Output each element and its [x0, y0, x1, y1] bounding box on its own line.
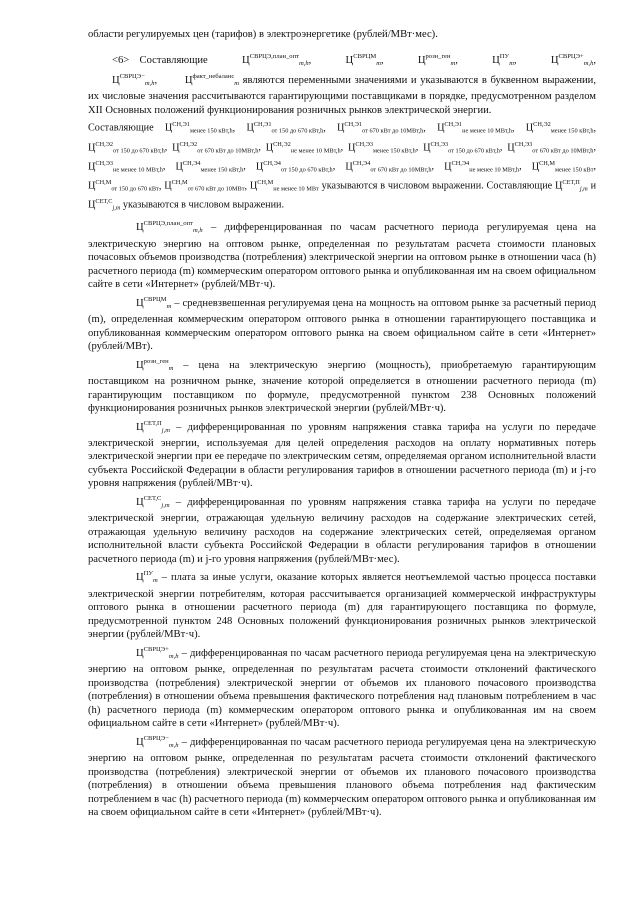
coef-symbol: $Ц^{СВРЦМ}_m$	[136, 295, 172, 310]
coef-set-p-ref: $Ц^{СЕТ,П}_{j,m}$	[555, 178, 588, 193]
coef-symbol: $Ц^{ПУ}_m$	[136, 570, 158, 585]
voltage-components-paragraph	[88, 119, 596, 215]
notes-tail2: указываются в числовом выражении.	[122, 199, 285, 211]
definition-set_s	[88, 492, 596, 566]
coef-rozn-gen: $Ц^{розн\_ген}_m$	[417, 52, 456, 67]
notes-tail1: указываются в числовом выражении. Составляющие	[318, 180, 553, 192]
coef-symbol: $Ц^{СВРЦЭ,план\_опт}_{m,h}$	[136, 220, 203, 235]
voltage-components-list: $Ц^{СН,Э1}менее$ 150 кВт,h, $Ц^{СН,Э1}от$ 150 до 670 кВт,h, $Ц^{СН,Э1}от$ 670 кВт до 10МВт,h, $Ц^{СН,Э1}не$ менее 10 МВт,h, $Ц^{СН,Э2}менее$ 150 кВт,h, $Ц^{СН,Э2}от$ 150 до 670 кВт,h, $Ц^{СН,Э2}от$ 670 кВт до 10МВт,h, $Ц^{СН,Э2}не$ менее 10 МВт,h, $Ц^{СН,Э3}менее$ 150 кВт,h, $Ц^{СН,Э3}от$ 150 до 670 кВт,h, $Ц^{СН,Э3}от$ 670 кВт до 10МВт,h, $Ц^{СН,Э3}не$ менее 10 МВт,h, $Ц^{СН,Э4}менее$ 150 кВт,h, $Ц^{СН,Э4}от$ 150 до 670 кВт,h, $Ц^{СН,Э4}от$ 670 кВт до 10МВт,h, $Ц^{СН,Э4}не$ менее 10 МВт,h, $Ц^{СН,М}менее$ 150 кВт, $Ц^{СН,М}от$ 150 до 670 кВт, $Ц^{СН,М}от$ 670 кВт до 10МВт, $Ц^{СН,М}не$ менее 10 МВт	[88, 123, 596, 192]
voltage-component: $Ц^{СН,Э3}менее$ 150 кВт,h	[348, 140, 416, 155]
definition-svrce_minus	[88, 732, 596, 820]
definition-svrcm	[88, 293, 596, 354]
definition-pu	[88, 567, 596, 641]
coef-svrce-plan: $Ц^{СВРЦЭ,план\_опт}_{m,h}$	[242, 52, 309, 67]
voltage-component: $Ц^{СН,Э2}от$ 670 кВт до 10МВт,h	[172, 140, 259, 155]
voltage-component: $Ц^{СН,Э2}менее$ 150 кВт,h	[525, 121, 594, 135]
voltage-component: $Ц^{СН,М}от$ 150 до 670 кВт	[88, 178, 159, 193]
definition-text: – дифференцированная по часам расчетного периода регулируемая цена на электрическую энергию на оптовом рынке, определенная по результатам расчета стоимости отклонений фактического производства (потребления) электрической энергии от объемов их планового почасового производства (потребления) в отношении объема превышения фактического потребления над плановым потреблением в час (h) расчетного периода (m) коммерческим оператором оптового рынка и опубликованная им на своем официальном сайте в сети «Интернет» (рублей/МВт·ч).	[88, 647, 596, 730]
voltage-component: $Ц^{СН,Э2}от$ 150 до 670 кВт,h	[88, 140, 165, 155]
voltage-component: $Ц^{СН,Э1}не$ менее 10 МВт,h	[437, 121, 512, 135]
voltage-component: $Ц^{СН,Э4}менее$ 150 кВт,h	[175, 159, 244, 174]
coef-svrce-plus: $Ц^{СВРЦЭ+}_{m,h}$	[550, 52, 594, 67]
definition-text: – плата за иные услуги, оказание которых является неотъемлемой частью процесса поставки электрической энергии потребителям, которая рассчитывается организацией коммерческой инфраструктуры оптового рынка в отношении расчетного периода (m) для гарантирующего поставщика по формуле, предусмотренной пунктом 248 Основных положений функционирования розничных рынков электрической энергии (рублей/МВт·ч).	[88, 572, 596, 641]
voltage-component: $Ц^{СН,Э2}не$ менее 10 МВт,h	[265, 140, 341, 155]
definition-svrce_plan	[88, 217, 596, 291]
definition-text: – дифференцированная по часам расчетного периода регулируемая цена на электрическую энергию на оптовом рынке, определенная по результатам расчета стоимости плановых почасовых объемов производства (потребления) электрической энергии на оптовом рынке в отношении часа (h) расчетного периода (m) коммерческим оператором оптового рынка и опубликованная им на своем официальном сайте в сети «Интернет» (рублей/МВт·ч).	[88, 222, 596, 291]
voltage-component: $Ц^{СН,Э3}не$ менее 10 МВт,h	[88, 159, 163, 174]
notes-lead: Составляющие	[88, 123, 154, 135]
voltage-component: $Ц^{СН,Э3}от$ 150 до 670 кВт,h	[423, 140, 500, 155]
voltage-component: $Ц^{СН,М}от$ 670 кВт до 10МВт	[164, 178, 245, 193]
coef-set-s-ref: $Ц^{СЕТ,С}_{j,m}$	[88, 198, 121, 212]
notes-and: и	[587, 180, 597, 192]
definition-svrce_plus	[88, 643, 596, 731]
definition-text: – дифференцированная по уровням напряжения ставка тарифа на услуги по передаче электрической энергии, отражающая удельную величину расходов на содержание электрических сетей, отражающая удельную величину расходов на содержание электрических сетей, определяемая органом исполнительной власти субъекта Российской Федерации в области регулирования тарифов в отношении расчетного периода (m) и j-го уровня напряжения (рублей/МВт·мес).	[88, 496, 596, 565]
voltage-component: $Ц^{СН,М}не$ менее 10 МВт	[249, 178, 319, 193]
paragraph-6: <6> Составляющие $Ц^{СВРЦЭ,план\_опт}_{m,h}$, $Ц^{СВРЦМ}_m$, $Ц^{розн\_ген}_m$, $Ц^{ПУ}_m$, $Ц^{СВРЦЭ+}_{m,h}$, $Ц^{СВРЦЭ-}_{m,h}$, $Ц^{факт\_небаланс}_m$ являются переменными значениями и указываются в буквенном выражении, их числовые значения рассчитываются гарантирующими поставщиками в порядке, предусмотренном разделом XII Основных положений функционирования розничных рынков электрической энергии.	[88, 50, 596, 118]
voltage-component: $Ц^{СН,Э3}от$ 670 кВт до 10МВт,h	[507, 140, 594, 155]
coef-symbol: $Ц^{розн\_ген}_m$	[136, 357, 174, 372]
voltage-component: $Ц^{СН,Э1}от$ 670 кВт до 10МВт,h	[337, 121, 424, 135]
voltage-component: $Ц^{СН,Э4}не$ менее 10 МВт,h	[444, 159, 520, 174]
voltage-component: $Ц^{СН,Э1}от$ 150 до 670 кВт,h	[246, 121, 324, 135]
intro-line: области регулируемых цен (тарифов) в электроэнергетике (рублей/МВт·мес).	[88, 29, 438, 40]
voltage-component: $Ц^{СН,Э1}менее$ 150 кВт,h	[164, 121, 233, 135]
coef-fakt-nebalans: $Ц^{факт\_небаланс}_m$	[184, 72, 239, 87]
coef-symbol: $Ц^{СЕТ,С}_{j,m}$	[136, 494, 170, 509]
voltage-component: $Ц^{СН,Э4}от$ 670 кВт до 10МВт,h	[345, 159, 432, 174]
definition-text: – средневзвешенная регулируемая цена на мощность на оптовом рынке за расчетный период (m), определенная коммерческим оператором оптового рынка в отношении гарантирующего поставщика и опубликованная коммерческим оператором оптового рынка на своем официальном сайте в сети «Интернет» (рублей/МВт).	[88, 297, 596, 353]
definition-rozn_gen	[88, 355, 596, 416]
coef-pu: $Ц^{ПУ}_m$	[492, 52, 514, 67]
coef-svrcm: $Ц^{СВРЦМ}_m$	[345, 52, 381, 67]
para6-prefix: <6> Составляющие	[112, 54, 208, 66]
definitions-list	[88, 217, 596, 819]
definition-text: – дифференцированная по часам расчетного периода регулируемая цена на электрическую энергию на оптовом рынке, определенная по результатам расчета стоимости отклонений фактического производства (потребления) электрической энергии от объемов их планового почасового производства (потребления) в отношении объема превышения планового объема потребления над фактическим потреблением в час (h) расчетного периода (m) коммерческим оператором оптового рынка и опубликованная им на своем официальном сайте в сети «Интернет» (рублей/МВт·ч).	[88, 736, 596, 818]
coef-symbol: $Ц^{СЕТ,П}_{j,m}$	[136, 419, 170, 434]
voltage-component: $Ц^{СН,Э4}от$ 150 до 670 кВт,h	[255, 159, 333, 174]
definition-text: – цена на электрическую энергию (мощность), приобретаемую гарантирующим поставщиком на розничном рынке, значение которой определяется в отношении расчетного периода (m) гарантирующим поставщиком по формуле, предусмотренной пунктом 238 Основных положений функционирования розничных рынков электрической энергии (рублей/МВт·ч).	[88, 359, 596, 415]
voltage-component: $Ц^{СН,М}менее$ 150 кВт	[531, 159, 594, 174]
para6-text: являются переменными значениями и указываются в буквенном выражении, их числовые значения рассчитываются гарантирующими поставщиками в порядке, предусмотренном разделом XII Основных положений функционирования розничных рынков электрической энергии.	[88, 74, 596, 116]
definition-text: – дифференцированная по уровням напряжения ставка тарифа на услуги по передаче электрической энергии, используемая для целей определения расходов на оплату нормативных потерь электрической энергии при ее передаче по электрическим сетям, определяемая органом исполнительной власти субъекта Российской Федерации в области регулирования тарифов в отношении расчетного периода (m) и j-го уровня напряжения (рублей/МВт·ч).	[88, 421, 596, 490]
definition-set_p	[88, 417, 596, 491]
coef-svrce-minus: $Ц^{СВРЦЭ-}_{m,h}$	[112, 72, 155, 87]
coef-symbol: $Ц^{СВРЦЭ-}_{m,h}$	[136, 734, 179, 749]
coef-symbol: $Ц^{СВРЦЭ+}_{m,h}$	[136, 645, 179, 660]
